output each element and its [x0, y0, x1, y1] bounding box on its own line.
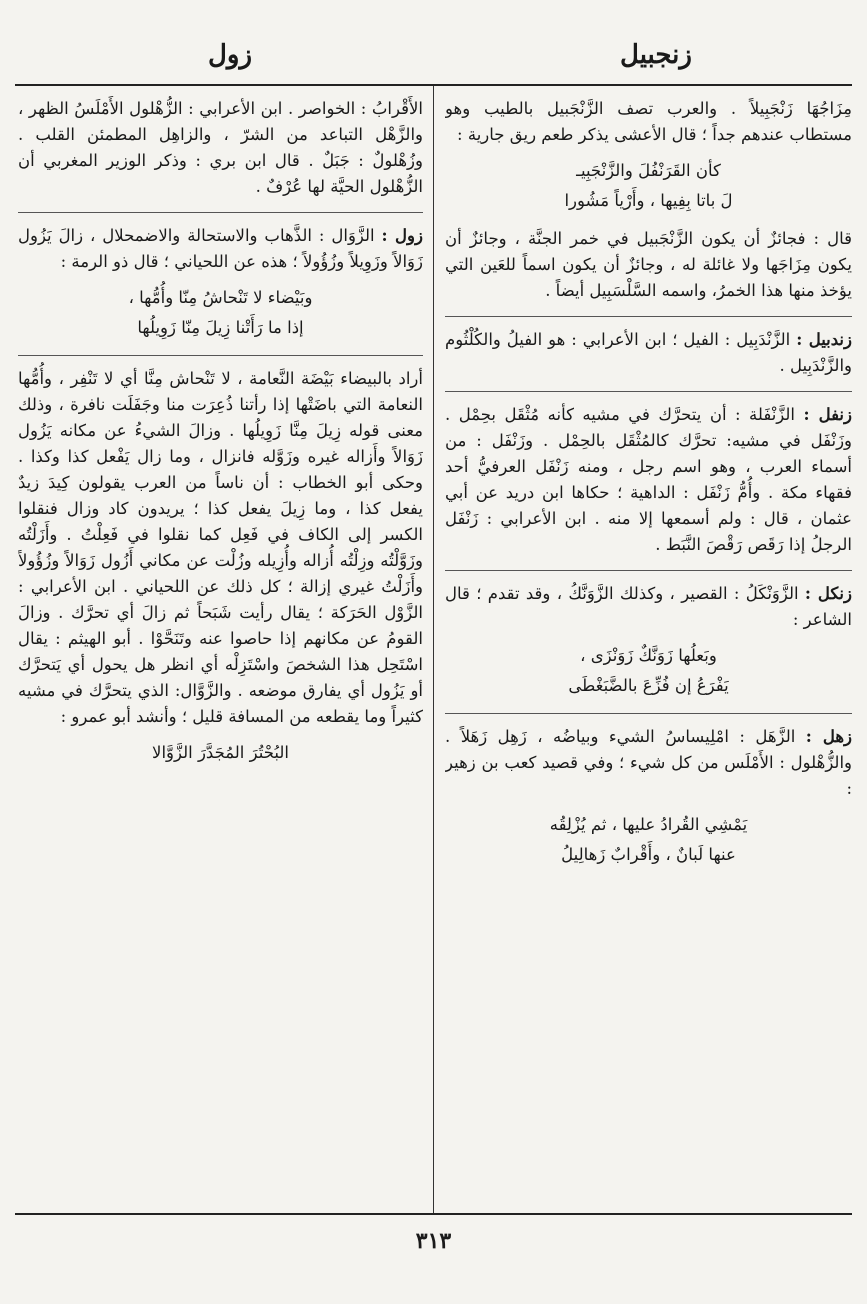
header-right-title: زنجبيل [620, 40, 692, 70]
poem-zawanak [445, 641, 852, 701]
zanjabil-commentary: قال : فجائزٌ أن يكون الزَّنْجَبيل في خمر الجنَّة ، وجائزٌ أن يكون مِزَاجَها ولا غائلة له ، وجائزٌ أن يكون اسماً للعَين التي يؤخذ منها هذا الخمرُ، واسمه السَّلْسَبِيل أيضاً . [445, 229, 852, 300]
entry-separator [445, 570, 852, 571]
header-left-title: زول [208, 40, 253, 70]
entry-separator [445, 713, 852, 714]
column-divider [433, 86, 434, 1213]
poem-kaab [445, 810, 852, 870]
headword: زنفل : [803, 405, 852, 424]
headword: زندبيل : [796, 330, 852, 349]
entry-text: الزَّنْفَلة : أن يتحرَّك في مشيه كأنه مُثْقَل بحِمْل . وزَنْفَل في مشيه: تحرَّك كالمُثْقَل بالحِمْل . وزَنْفَل : من أسماء العرب ، وهو اسم رجل ، ومنه زَنْفَل العرفيُّ أحد فقهاء مكة . وأُمُّ زَنْفَل : الداهية ؛ حكاها ابن دريد عن أبي عثمان ، قال : ولم أسمعها إلا منه . ابن الأعرابي : زَنْفَل الرجلُ إذا رَقَص رَقْصَ النَّبَط . [445, 405, 852, 554]
poem-line: لَ باتا بِفِيها ، وأَرْياً مَشُورا [564, 191, 733, 210]
poem-line: عنها لَبانٌ ، وأَقْرابٌ زَهالِيلُ [561, 845, 736, 864]
zanjabil-continuation: مِزَاجُهَا زَنْجَبِيلاً . والعرب تصف الزَّنْجَبيل بالطيب وهو مستطاب عندهم جداً ؛ قال الأعشى يذكر طعم ريق جارية : [445, 99, 852, 144]
poem-line: يَفْرَعُ إن فُزِّعَ بالضَّبَغْطَى [568, 676, 729, 695]
entry-zandabil [445, 327, 852, 379]
entry-zanakal [445, 581, 852, 633]
poem-abu-amr [18, 738, 423, 768]
headword: زهل : [805, 727, 852, 746]
poem-line: البُحْتُرَ المُجَدَّرَ الزَّوَّالا [152, 743, 289, 762]
entry-text: الزَّوَنْكَلُ : القصير ، وكذلك الزَّوَنَّكُ ، وقد تقدم ؛ قال الشاعر : [445, 584, 852, 629]
left-column [18, 96, 423, 1206]
entry-text: الزَّهَل : امْلِيساسُ الشيء وبياضُه ، زَهِل زَهَلاً . والزُّهْلول : الأَمْلَس من كل شيء ؛ وفي قصيد كعب بن زهير : [445, 727, 852, 798]
page-number: ٣١٣ [415, 1228, 452, 1254]
entry-zawl [18, 223, 423, 275]
entry-separator [445, 316, 852, 317]
poem-line: وبَعلُها زَوَنَّكٌ زَوَنْزَى ، [580, 646, 717, 665]
poem-line: كأن القَرَنْفُلَ والزَّنْجَبِيـ [576, 161, 721, 180]
zawl-body: أراد بالبيضاء بَيْضَة النَّعامة ، لا تَنْحاش مِنَّا أي لا تَنْفِر ، وأُمُّها النعامة التي باضَتْها إذا رأتنا ذُعِرَت منا وجَفَلَت نافرة ، وذلك معنى قوله زِيلَ مِنَّا زَوِيلُها . وزالَ الشيءُ عن مكانه يَزُول زَوَالاً وأَزاله غيره وزَوَّله فانزال ، وما زال يَفْعل كذا وكذا . وحكى أبو الخطاب : أن ناساً من العرب يقولون كِيدَ زيدٌ يفعل كذا ، وما زِيلَ يفعل كذا ؛ يريدون كاد وزال فنقلوا الكسر إلى الكاف في فَعِل كما نقلوا في فَعِلْتُ . وأَزَلْتُه وزَوَّلْتُه وزِلْتُه أُزاله وأُزِيله وزُلْت عن مكاني أَزُول زَوَالاً وزُؤُولاً وأَزَلْتُ غيري إزالة ؛ كل ذلك عن اللحياني . ابن الأعرابي : الزَّوْل الحَرَكة ؛ يقال رأيت شَبَحاً ثم زالَ أي تحرَّك . وزالَ القومُ عن مكانهم إذا حاصوا عنه وتَنَحَّوْا . أبو الهيثم : يقال اسْتَحِل هذا الشخصَ واسْتَزِلْه أي انظر هل يحول أي يَتحرَّك أو يَزُول أي يفارق موضعه . والزَّوَّال: الذي يتحرَّك في مشيه كثيراً وما يقطعه من المسافة قليل ؛ وأنشد أبو عمرو : [18, 369, 423, 726]
entry-text: الزَّوَال : الذَّهاب والاستحالة والاضمحلال ، زالَ يَزُول زَوَالاً وزَوِيلاً وزُؤُولاً ؛ هذه عن اللحياني ؛ قال ذو الرمة : [18, 226, 423, 271]
entry-zanfal [445, 402, 852, 558]
headword: زنكل : [804, 584, 852, 603]
entry-separator [445, 391, 852, 392]
poem-line: يَمْشِي القُرادُ عليها ، ثم يُزْلِقُه [549, 815, 748, 834]
zahal-continuation: الأَقْرابُ : الخواصر . ابن الأعرابي : الزُّهْلول الأَمْلَسُ الظهر ، والزَّهْل التباعد من الشرّ ، والزاهِل المطمئن القلب . وزُهْلولٌ : جَبَلٌ . قال ابن بري : وذكر الوزير المغربي أن الزُّهْلول الحيَّة لها عُرْفٌ . [18, 99, 423, 196]
poem-line: وبَيْضاء لا تَنْحاشُ مِنّا وأُمُّها ، [128, 288, 313, 307]
right-column [445, 96, 852, 1206]
entry-zahal [445, 724, 852, 802]
poem-aasha [445, 156, 852, 216]
entry-separator [18, 355, 423, 356]
footer-rule [15, 1213, 852, 1215]
headword: زول : [381, 226, 423, 245]
poem-line: إذا ما رَأَتْنا زِيلَ مِنّا زَوِيلُها [137, 318, 304, 337]
entry-separator [18, 212, 423, 213]
poem-dhu-rumma [18, 283, 423, 343]
entry-text: الزَّنْدَبِيل : الفيل ؛ ابن الأعرابي : هو الفيلُ والكُلْثُوم والزَّنْدَبِيل . [445, 330, 852, 375]
